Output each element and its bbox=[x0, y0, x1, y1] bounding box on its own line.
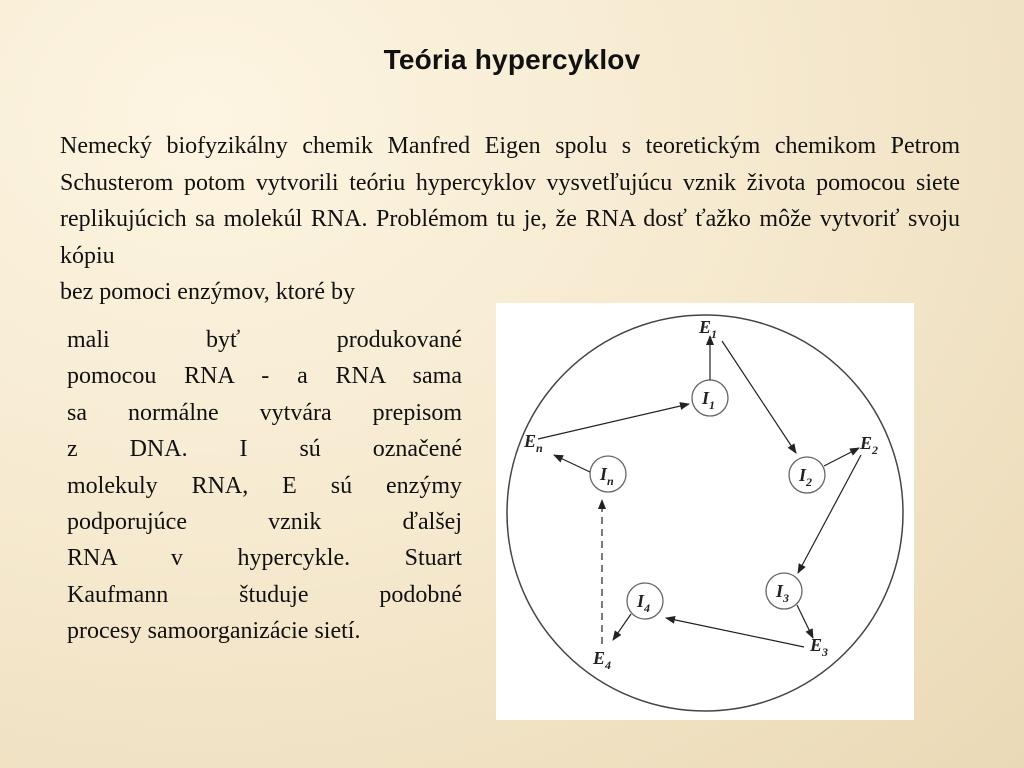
outer-circle bbox=[507, 315, 903, 711]
arrow-en-i1 bbox=[538, 404, 689, 439]
body-paragraph bbox=[67, 322, 462, 650]
hypercycle-diagram bbox=[496, 303, 914, 720]
arrow-e1-i2 bbox=[722, 341, 796, 453]
intro-line: bez pomoci enzýmov, ktoré by bbox=[60, 279, 356, 306]
intro-line: vysvetľujúcu vznik života pomocou siete replikujúcich sa molekúl bbox=[60, 169, 961, 233]
arrow-i3-e3 bbox=[797, 605, 813, 638]
body-line: sa normálne vytvára prepisom bbox=[67, 399, 462, 426]
page-title: Teória hypercyklov bbox=[383, 44, 641, 75]
hypercycle-svg bbox=[496, 303, 914, 720]
body-line: Kaufmann študuje podobné bbox=[67, 581, 462, 608]
enzyme-label-en: $E_n$ bbox=[524, 431, 543, 455]
node-label-i3: $I_3$ bbox=[776, 581, 790, 605]
arrow-in-en bbox=[554, 455, 590, 472]
intro-line: RNA. Problémom tu je, že RNA dosť ťažko môže vytvoriť svoju kópiu bbox=[60, 206, 960, 269]
body-line: molekuly RNA, E sú enzýmy bbox=[67, 472, 462, 499]
arrow-i4-e4 bbox=[613, 614, 631, 640]
intro-line: chemikom Petrom Schusterom potom vytvorili teóriu hypercyklov bbox=[60, 133, 961, 196]
intro-paragraph bbox=[60, 128, 960, 311]
arrow-i2-e2 bbox=[824, 448, 859, 466]
enzyme-label-e2: $E_2$ bbox=[860, 433, 879, 457]
body-line: pomocou RNA - a RNA sama bbox=[67, 363, 462, 390]
enzyme-label-e1: $E_1$ bbox=[699, 317, 718, 341]
node-label-i2: $I_2$ bbox=[799, 465, 813, 489]
body-line: procesy samoorganizácie sietí. bbox=[67, 618, 361, 645]
arrow-e3-i4 bbox=[666, 618, 804, 647]
node-label-i4: $I_4$ bbox=[637, 591, 651, 615]
body-line: mali byť produkované bbox=[67, 327, 462, 353]
body-line: z DNA. I sú označené bbox=[67, 436, 462, 463]
body-line: podporujúce vznik ďalšej bbox=[67, 509, 462, 536]
enzyme-label-e3: $E_3$ bbox=[810, 635, 829, 659]
enzyme-label-e4: $E_4$ bbox=[593, 648, 612, 672]
body-line: RNA v hypercykle. Stuart bbox=[67, 545, 462, 572]
node-label-in: $I_n$ bbox=[600, 464, 614, 488]
intro-line: Nemecký biofyzikálny chemik Manfred Eigen spolu s teoretickým bbox=[60, 133, 761, 159]
node-label-i1: $I_1$ bbox=[702, 388, 716, 412]
